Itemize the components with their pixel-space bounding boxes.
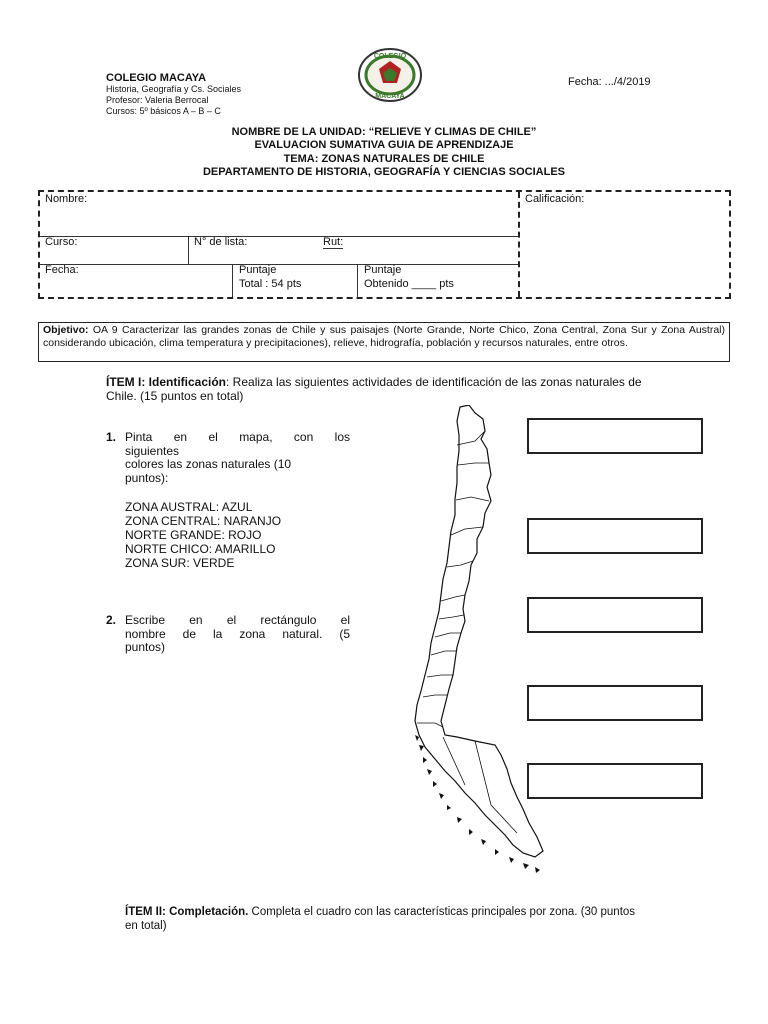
zone-answer-box-1[interactable] (527, 418, 703, 454)
teacher-line: Profesor: Valeria Berrocal (106, 95, 209, 105)
subject-line: Historia, Geografía y Cs. Sociales (106, 84, 242, 94)
fecha-field[interactable]: Fecha: (45, 264, 79, 276)
calificacion-field[interactable]: Calificación: (525, 193, 585, 205)
puntaje-total-value: Total : 54 pts (239, 278, 302, 290)
objective-label: Objetivo: (43, 324, 89, 336)
zone-color-item: ZONA SUR: VERDE (125, 556, 235, 570)
school-logo (357, 47, 423, 103)
table-col-line (188, 236, 189, 264)
objective-text: OA 9 Caracterizar las grandes zonas de Chile y sus paisajes (Norte Grande, Norte Chico, Zona Central, Zona Sur y Zona Austral) considerando ubicación, clima temperatura y precipitaciones), relieve, hidrografía, población y recursos naturales, entre otros. (43, 324, 725, 349)
table-col-line (232, 264, 233, 297)
question-2-line: puntos) (125, 640, 166, 654)
table-row-line (40, 264, 518, 265)
question-1-line: Pinta en el mapa, con los (125, 430, 350, 444)
puntaje-obtenido-field[interactable]: Obtenido ____ pts (364, 278, 454, 290)
item2-heading (125, 906, 645, 933)
chile-outline (415, 405, 543, 857)
evaluation-title: EVALUACION SUMATIVA GUIA DE APRENDIZAJE (254, 139, 514, 152)
item1-title: ÍTEM I: Identificación (106, 375, 227, 389)
zone-answer-box-3[interactable] (527, 597, 703, 633)
student-info-table (38, 190, 731, 299)
numero-lista-field[interactable]: N° de lista: (194, 236, 248, 248)
courses-line: Cursos: 5º básicos A – B – C (106, 106, 221, 116)
date-field: Fecha: .../4/2019 (568, 76, 651, 88)
zone-answer-box-2[interactable] (527, 518, 703, 554)
zone-color-item: ZONA AUSTRAL: AZUL (125, 500, 253, 514)
question-1-line: siguientes (125, 443, 180, 458)
table-divider (518, 192, 520, 297)
item2-title: ÍTEM II: Completación. (125, 906, 249, 918)
question-1 (106, 431, 350, 485)
question-1-line: colores las zonas naturales (10 (125, 457, 292, 471)
question-2-line: nombre de la zona natural. (5 (125, 626, 350, 641)
document-titles (0, 126, 768, 180)
question-2-number: 2. (106, 613, 117, 627)
item1-instructions: : Realiza las siguientes actividades de identificación de las zonas naturales de Chile. (15 puntos en total) (106, 375, 642, 403)
logo-bottom-text: MACAYA (375, 93, 405, 100)
question-1-number: 1. (106, 430, 117, 444)
puntaje-obtenido-label: Puntaje (364, 264, 402, 276)
question-1-line: puntos): (125, 470, 169, 485)
zone-answer-box-5[interactable] (527, 763, 703, 799)
curso-field[interactable]: Curso: (45, 236, 78, 248)
zone-color-item: NORTE GRANDE: ROJO (125, 528, 262, 542)
item1-heading (106, 375, 666, 403)
school-name: COLEGIO MACAYA (106, 72, 207, 84)
question-2-line: Escribe en el rectángulo el (125, 613, 350, 627)
zone-color-list (125, 500, 281, 570)
zone-answer-box-4[interactable] (527, 685, 703, 721)
zone-color-item: ZONA CENTRAL: NARANJO (125, 514, 282, 528)
department-title: DEPARTAMENTO DE HISTORIA, GEOGRAFÍA Y CIENCIAS SOCIALES (202, 166, 566, 179)
topic-title: TEMA: ZONAS NATURALES DE CHILE (283, 152, 485, 165)
objective-box (38, 322, 730, 362)
zone-color-item: NORTE CHICO: AMARILLO (125, 542, 276, 556)
table-col-line (357, 264, 358, 297)
nombre-field[interactable]: Nombre: (45, 193, 88, 205)
table-row-line (40, 236, 518, 237)
puntaje-total-label: Puntaje (239, 264, 277, 276)
question-2 (106, 614, 350, 655)
logo-top-text: COLEGIO (373, 53, 407, 60)
unit-title: NOMBRE DE LA UNIDAD: “RELIEVE Y CLIMAS DE CHILE” (231, 126, 537, 138)
item2-instructions: Completa el cuadro con las características principales por zona. (30 puntos en total) (125, 906, 636, 932)
rut-field[interactable]: Rut: (323, 236, 344, 248)
chile-map[interactable] (405, 405, 555, 890)
